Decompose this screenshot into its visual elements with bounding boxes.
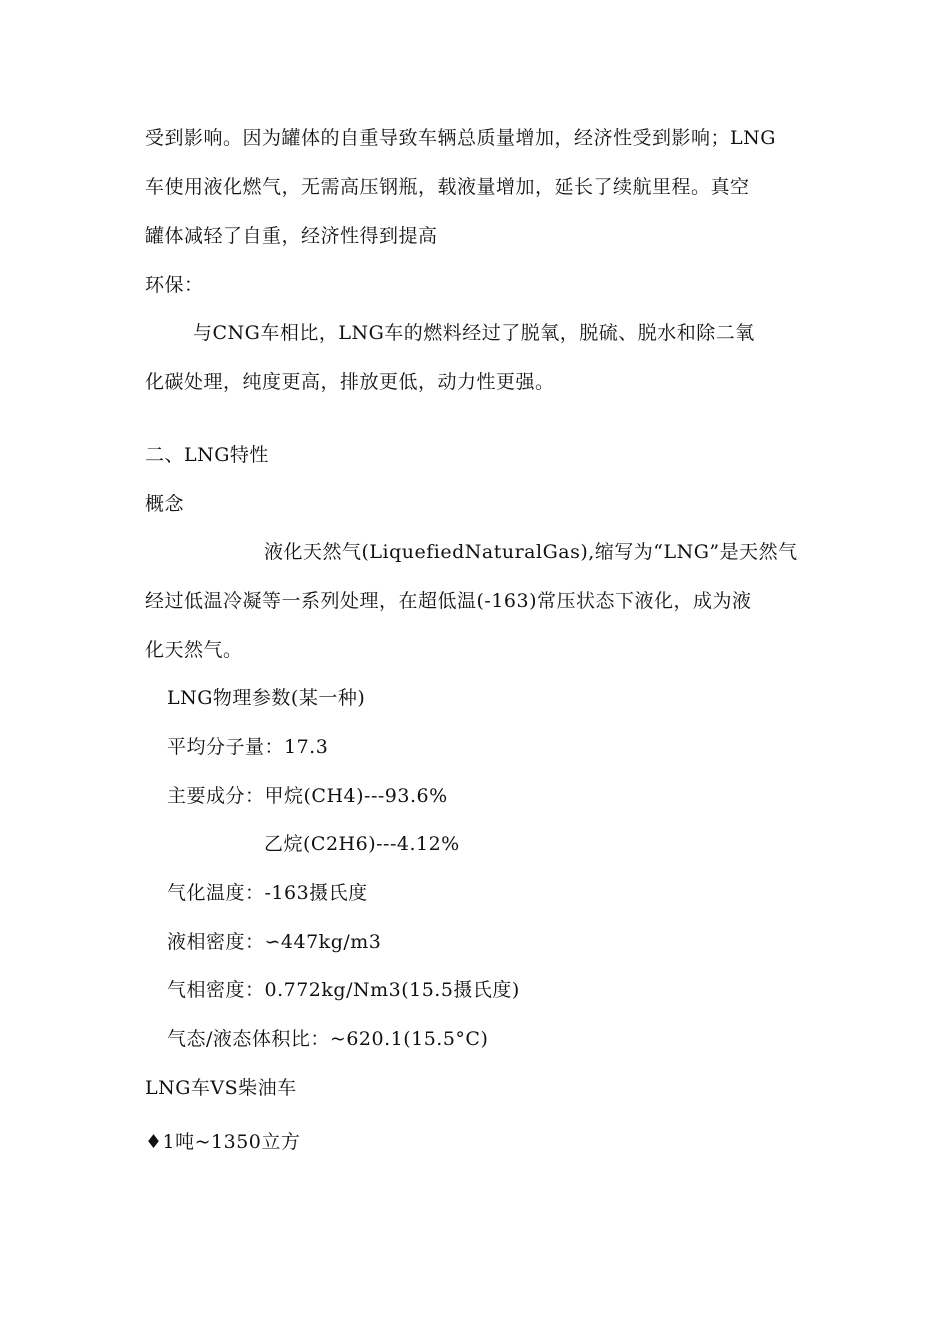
paragraph-2-line-1: 与CNG车相比，LNG车的燃料经过了脱氧，脱硫、脱水和除二氧: [193, 322, 755, 344]
param-liquid-density: 液相密度：∽447kg/m3: [167, 931, 382, 953]
section-2-title: 二、LNG特性: [145, 444, 269, 466]
params-title: LNG物理参数(某一种): [167, 687, 366, 709]
param-main-component: 主要成分：甲烷(CH4)---93.6%: [167, 785, 448, 807]
paragraph-2-line-2: 化碳处理，纯度更高，排放更低，动力性更强。: [145, 371, 555, 393]
paragraph-1-line-1: 受到影响。因为罐体的自重导致车辆总质量增加，经济性受到影响；LNG: [145, 127, 776, 149]
paragraph-1-line-2: 车使用液化燃气，无需高压钢瓶，载液量增加，延长了续航里程。真空: [145, 176, 750, 198]
comparison-heading: LNG车VS柴油车: [145, 1077, 297, 1099]
param-gasification-temperature: 气化温度：-163摄氏度: [167, 882, 368, 904]
param-gas-density: 气相密度：0.772kg/Nm3(15.5摄氏度): [167, 979, 520, 1001]
paragraph-3-line-3: 化天然气。: [145, 639, 243, 661]
concept-heading: 概念: [145, 493, 185, 515]
paragraph-3-line-2: 经过低温冷凝等一系列处理，在超低温(-163)常压状态下液化，成为液: [145, 590, 752, 612]
param-second-component: 乙烷(C2H6)---4.12%: [264, 833, 460, 855]
paragraph-1-line-3: 罐体减轻了自重，经济性得到提高: [145, 225, 438, 247]
param-volume-ratio: 气态/液态体积比：~620.1(15.5°C): [167, 1028, 489, 1050]
paragraph-3-line-1: 液化天然气(LiquefiedNaturalGas),缩写为“LNG”是天然气: [264, 541, 798, 563]
environment-heading: 环保：: [145, 274, 204, 296]
param-molecular-weight: 平均分子量：17.3: [167, 736, 329, 758]
bullet-item: ♦1吨~1350立方: [145, 1131, 301, 1153]
